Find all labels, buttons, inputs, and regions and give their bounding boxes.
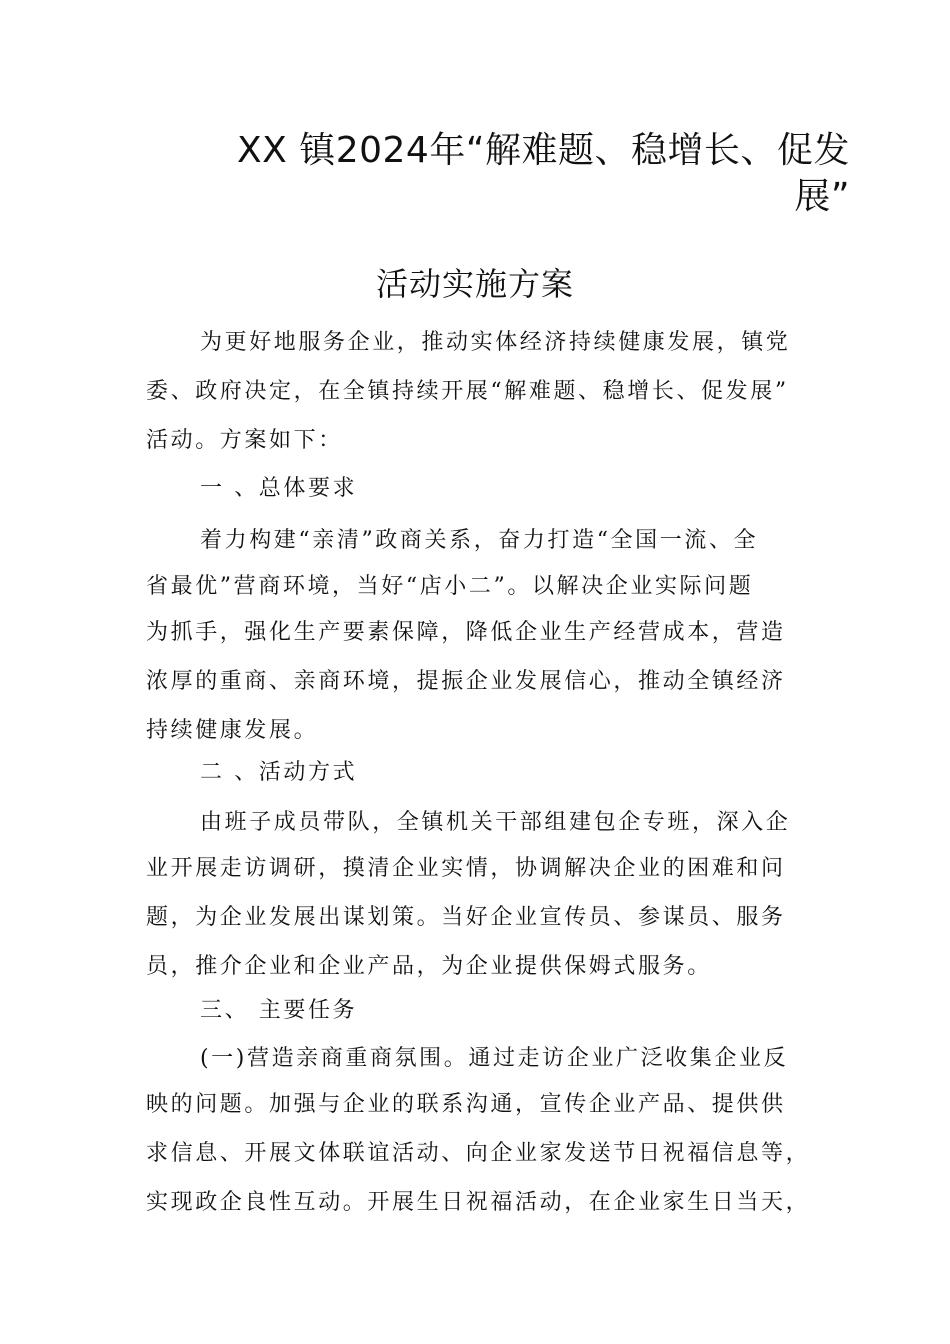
section3-paragraph [146,1036,811,1226]
section-heading-1: 一 、总体要求 [200,476,358,501]
section2-line: 由班子成员带队，全镇机关干部组建包企专班，深入企 [200,810,791,835]
section1-line: 省最优”营商环境，当好“店小二”。以解决企业实际问题 [146,574,754,599]
section2-line: 题，为企业发展出谋划策。当好企业宣传员、参谋员、服务 [146,905,786,930]
section1-line: 持续健康发展。 [146,718,319,743]
section1-line: 为抓手，强化生产要素保障，降低企业生产经营成本，营造 [146,620,786,645]
section3-line: 映的问题。加强与企业的联系沟通，宣传企业产品、提供供 [146,1092,786,1117]
intro-line: 活动。方案如下： [146,428,343,453]
intro-line: 为更好地服务企业，推动实体经济持续健康发展，镇党 [200,330,791,355]
section3-line: 实现政企良性互动。开展生日祝福活动，在企业家生日当天， [146,1190,811,1215]
section2-line: 业开展走访调研，摸清企业实情，协调解决企业的困难和问 [146,856,786,881]
section1-line: 着力构建“亲清”政商关系，奋力打造“全国一流、全 [200,528,759,553]
section3-line: (一)营造亲商重商氛围。通过走访企业广泛收集企业反 [200,1046,789,1071]
document-title [200,128,850,220]
title-line-1: XX 镇2024年“解难题、稳增长、促发 [236,130,850,171]
title-line-2: 展” [794,176,850,217]
section1-line: 浓厚的重商、亲商环境，提振企业发展信心，推动全镇经济 [146,669,786,694]
section-heading-3: 三、 主要任务 [200,998,358,1023]
section1-paragraph [146,518,811,754]
section2-paragraph [146,800,811,990]
section2-line: 员，推介企业和企业产品，为企业提供保姆式服务。 [146,954,712,979]
section-heading-2: 二 、活动方式 [200,760,358,785]
section3-line: 求信息、开展文体联谊活动、向企业家发送节日祝福信息等， [146,1141,811,1166]
intro-line: 委、政府决定，在全镇持续开展“解难题、稳增长、促发展” [146,379,789,404]
intro-paragraph [146,320,811,464]
document-subtitle: 活动实施方案 [375,265,574,303]
